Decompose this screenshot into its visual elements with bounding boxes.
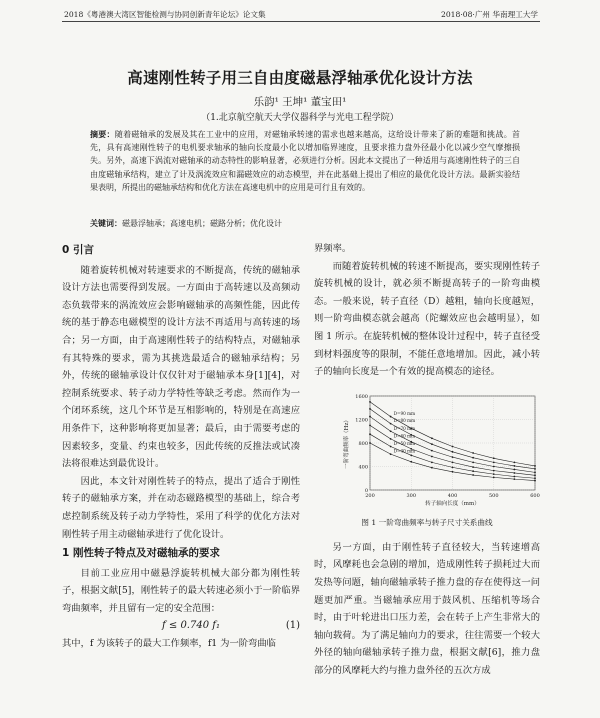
paper-title: 高速刚性转子用三自由度磁悬浮轴承优化设计方法 (127, 68, 473, 87)
data-point (513, 461, 515, 463)
paragraph: 因此，本文针对刚性转子的特点，提出了适合于刚性转子的磁轴承方案，并在动态磁路模型的基础上，综合考虑控制系统及转子动力学特性，采用了科学的优化方法对刚性转子用主动磁轴承进行了优化设计。 (62, 475, 300, 540)
series-label: D=40 mm (393, 448, 416, 454)
data-point (472, 452, 474, 454)
x-tick-label: 300 (406, 493, 417, 499)
data-point (410, 461, 412, 463)
data-point (493, 473, 495, 475)
paragraph: 界频率。 (314, 243, 352, 254)
data-point (534, 468, 536, 470)
data-point (534, 480, 536, 482)
x-tick-label: 600 (530, 493, 540, 499)
data-point (390, 438, 392, 440)
data-point (534, 477, 536, 479)
data-point (452, 451, 454, 453)
data-point (493, 461, 495, 463)
keywords-label: 关键词： (90, 218, 122, 228)
data-point (493, 476, 495, 478)
data-point (390, 416, 392, 418)
series-label: D=70 mm (393, 425, 416, 431)
y-tick-label: 800 (358, 441, 368, 447)
data-point (369, 401, 371, 403)
keywords-text: 磁悬浮轴承；高速电机；磁路分析；优化设计 (122, 219, 282, 228)
data-point (390, 423, 392, 425)
data-point (452, 446, 454, 448)
data-point (369, 416, 371, 418)
data-point (534, 471, 536, 473)
data-point (513, 465, 515, 467)
figure-1-chart (340, 390, 540, 510)
section-heading-0: 0 引言 (62, 244, 94, 256)
y-axis-label: 一阶弯曲频率（Hz） (344, 417, 350, 469)
data-point (534, 465, 536, 467)
x-axis-label: 转子轴向长度（mm） (425, 501, 480, 507)
paragraph: 另一方面，由于刚性转子直径较大，当转速增高时，风摩耗也会急剧的增加，造成刚性转子损耗过大而发热等问题，轴向磁轴承转子推力盘的存在使得这一问题更加严重。当磁轴承应用于鼓风机、压缩机等场合时，由于叶轮进出口压力差，会在转子上产生非常大的轴向载荷。为了满足轴向力的要求，往往需要一个较大外径的轴向磁轴承转子推力盘，根据文献[6]，推力盘部分的风摩耗大约与推力盘外径的五次方成 (314, 541, 540, 676)
data-point (410, 454, 412, 456)
series-label: D=90 mm (393, 411, 416, 417)
data-point (452, 471, 454, 473)
figure-caption: 图 1 一阶弯曲频率与转子尺寸关系曲线 (361, 518, 493, 527)
paragraph: 而随着旋转机械的转速不断提高，要实现刚性转子旋转机械的设计，就必须不断提高转子的一阶弯曲模态。一般来说，转子直径（D）越粗，轴向长度越短，则一阶弯曲模态就会越高（陀螺效应也会越明显），如图 1 所示。在旋转机械的整体设计过程中，转子直径受到材料强度等的限制，不能任意地增加。因此，减小转子的轴向长度是一个有效的提高模态的途径。 (314, 260, 540, 378)
authors: 乐韵¹ 王坤¹ 董宝田¹ (253, 96, 347, 108)
affiliation: （1.北京航空航天大学仪器科学与光电工程学院） (201, 113, 399, 123)
x-tick-label: 200 (365, 493, 375, 499)
data-point (390, 453, 392, 455)
series-label: D=60 mm (393, 433, 416, 439)
y-tick-label: 0 (364, 488, 368, 494)
data-point (431, 461, 433, 463)
abstract (90, 128, 520, 194)
data-point (452, 461, 454, 463)
data-point (431, 456, 433, 458)
equation-1 (62, 617, 300, 635)
data-point (431, 443, 433, 445)
data-point (534, 474, 536, 476)
data-point (472, 461, 474, 463)
x-tick-label: 500 (488, 493, 499, 499)
data-point (513, 472, 515, 474)
data-point (513, 478, 515, 480)
data-point (493, 470, 495, 472)
data-point (513, 476, 515, 478)
data-point (472, 474, 474, 476)
data-point (431, 437, 433, 439)
data-point (452, 456, 454, 458)
data-point (493, 466, 495, 468)
keywords (90, 218, 520, 229)
series-label: D=80 mm (393, 418, 416, 424)
data-point (493, 457, 495, 459)
header-rule (62, 21, 540, 22)
header-left: 2018《粤港澳大湾区智能检测与协同创新青年论坛》论文集 (64, 10, 266, 19)
data-point (472, 466, 474, 468)
equation-body: f ≤ 0.740 f₁ (162, 620, 220, 632)
left-column (62, 240, 300, 653)
paragraph: 随着旋转机械对转速要求的不断提高，传统的磁轴承设计方法也需要得到发展。一方面由于高转速以及高频动态负载带来的涡流效应会影响磁轴承的高频性能，因此传统的基于静态电磁模型的设计方法不再适用与高转速的场合；另一方面，由于高速刚性转子的结构特点，对磁轴承有其特殊的要求，需为其挑选最适合的磁轴承结构；另外，传统的磁轴承设计仅仅针对于磁轴承本身[1][4]，对控制系统要求、转子动力学特性等缺乏考虑。然而作为一个闭环系统，这几个环节是互相影响的，特别是在高速应用条件下，这种影响将更加显著；最后，由于需要考虑的因素较多，变量、约束也较多，因此传统的反推法或试凑法将很难达到最优设计。 (62, 264, 300, 470)
data-point (513, 469, 515, 471)
y-tick-label: 400 (358, 464, 368, 471)
data-point (452, 466, 454, 468)
paragraph: 目前工业应用中磁悬浮旋转机械大部分都为刚性转子，根据文献[5]，刚性转子的最大转速必须小于一阶临界弯曲频率，并且留有一定的安全范围： (62, 567, 300, 614)
data-point (431, 450, 433, 452)
abstract-text: 随着磁轴承的发展及其在工业中的应用，对磁轴承转速的需求也越来越高，这给设计带来了新的难题和挑战。首先，具有高速刚性转子的电机要求轴承的轴向长度最小化以增加临界速度，且要求推力盘外径最小化以减少空气摩擦损失。另外，高速下涡流对磁轴承的动态特性的影响显著，必须进行分析。因此本文提出了一种适用与高速刚性转子的三自由度磁轴承结构，建立了计及涡流效应和漏磁效应的动态模型，并在此基础上提出了相应的最优化设计方法。最新实验结果表明，所提出的磁轴承结构和优化方法在高速电机中的应用是可行且有效的。 (90, 130, 520, 192)
data-point (431, 467, 433, 469)
y-tick-label: 1200 (355, 417, 368, 424)
data-point (472, 457, 474, 459)
header-right: 2018·08·广州 华南理工大学 (441, 10, 538, 19)
abstract-label: 摘要： (90, 129, 115, 139)
data-point (369, 424, 371, 426)
data-point (369, 442, 371, 444)
data-point (472, 470, 474, 472)
x-tick-label: 400 (447, 493, 458, 499)
data-point (369, 433, 371, 435)
data-point (369, 408, 371, 410)
paragraph: 其中，f 为该转子的最大工作频率，f1 为一阶弯曲临 (62, 638, 276, 650)
data-point (390, 430, 392, 432)
y-tick-label: 1600 (355, 394, 368, 400)
equation-number: (1) (285, 620, 300, 632)
data-point (390, 446, 392, 448)
section-heading-1: 1 刚性转子特点及对磁轴承的要求 (62, 547, 220, 560)
series-label: D=50 mm (393, 441, 416, 447)
